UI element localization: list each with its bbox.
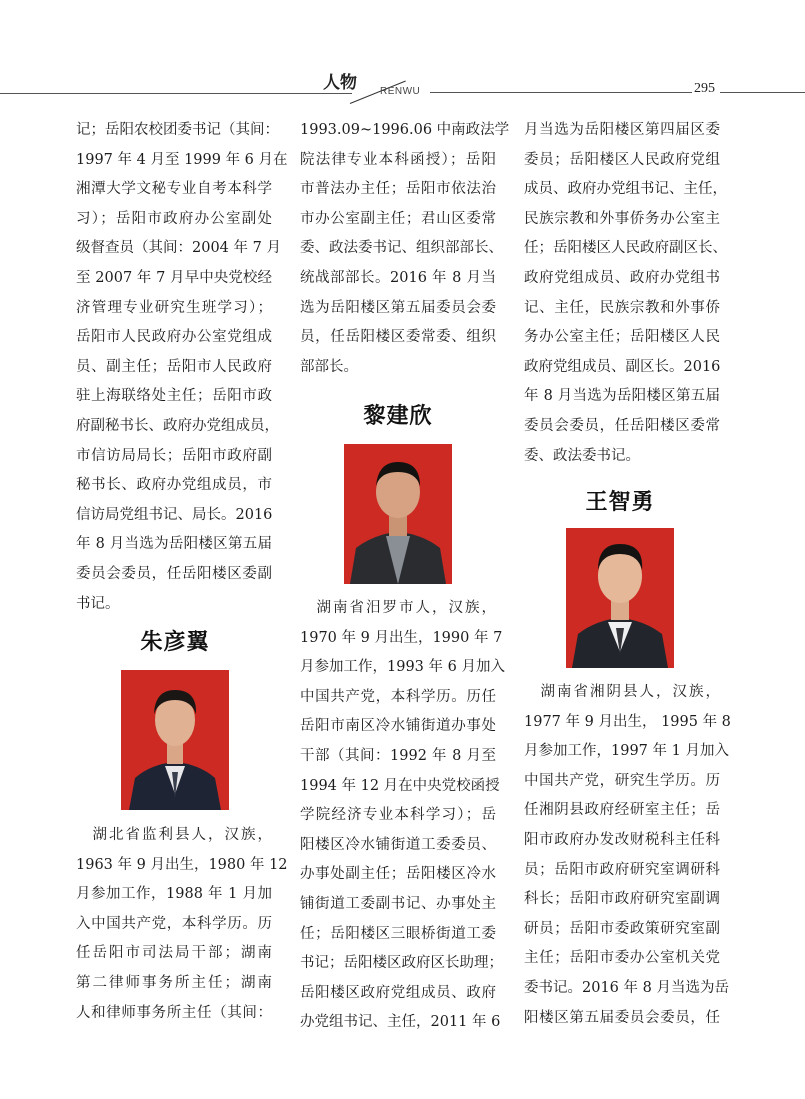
text-line: 选为岳阳楼区第五届委员会委: [300, 299, 496, 316]
text-line: 办事处副主任；岳阳楼区冷水: [300, 866, 496, 883]
text-line: 岳阳楼区政府党组成员、政府: [300, 984, 496, 1001]
text-line: 市办公室副主任；君山区委常: [300, 210, 496, 227]
text-line: 中国共产党，研究生学历。历: [524, 772, 720, 789]
text-line: 委员会委员，任岳阳楼区委副: [76, 565, 272, 582]
text-line: 1963 年 9 月出生，1980 年 12: [76, 856, 288, 873]
section-title: 人物: [323, 73, 357, 93]
person-name-li: 黎建欣: [363, 404, 433, 429]
text-line: 研员；岳阳市委政策研究室副: [524, 920, 720, 937]
text-line: 阳市政府办发改财税科主任科: [524, 831, 720, 848]
text-line: 阳楼区冷水铺街道工委委员、: [300, 836, 496, 853]
person-name-zhu: 朱彦翼: [140, 630, 210, 655]
text-line: 铺街道工委副书记、办事处主: [300, 895, 496, 912]
text-line: 岳阳市人民政府办公室党组成: [76, 329, 272, 346]
portrait-photo-zhu: [121, 670, 229, 810]
text-line: 委、政法委书记。: [524, 447, 640, 464]
text-line: 月参加工作，1997 年 1 月加入: [524, 743, 729, 760]
text-line: 岳阳市南区冷水铺街道办事处: [300, 718, 496, 735]
bio-li: [300, 594, 505, 1038]
text-line: 级督查员（其间：2004 年 7 月: [76, 240, 281, 257]
section-title-en: RENWU: [380, 86, 421, 97]
text-line: 统战部部长。2016 年 8 月当: [300, 269, 496, 286]
portrait-photo-li: [344, 444, 452, 584]
text-line: 第二律师事务所主任；湖南: [76, 974, 272, 991]
text-line: 阳楼区第五届委员会委员，任: [524, 1009, 720, 1026]
header-rule-end: [720, 92, 805, 93]
text-line: 员，任岳阳楼区委常委、组织: [300, 329, 496, 346]
text-line: 委、政法委书记、组织部部长、: [300, 240, 503, 257]
text-line: 书记；岳阳楼区政府区长助理；: [300, 955, 503, 972]
text-line: 学院经济专业本科学习）；岳: [300, 807, 496, 824]
text-line: 月参加工作，1988 年 1 月加: [76, 886, 272, 903]
text-line: 市信访局局长；岳阳市政府副: [76, 447, 272, 464]
text-line: 中国共产党，本科学历。历任: [300, 688, 496, 705]
text-line: 驻上海联络处主任；岳阳市政: [76, 388, 272, 405]
text-line: 1977 年 9 月出生， 1995 年 8: [524, 713, 731, 730]
text-line: 员、副主任；岳阳市人民政府: [76, 358, 272, 375]
text-line: 办党组书记、主任，2011 年 6: [300, 1014, 501, 1031]
header-rule-right: [430, 92, 692, 93]
text-line: 湘潭大学文秘专业自考本科学: [76, 181, 272, 198]
text-line: 年 8 月当选为岳阳楼区第五届: [76, 536, 272, 553]
text-line: 秘书长、政府办党组成员，市: [76, 477, 272, 494]
text-line: 府副秘书长、政府办党组成员，: [76, 417, 279, 434]
text-line: 委员会委员，任岳阳楼区委常: [524, 417, 720, 434]
bio-zhu: [76, 821, 288, 1028]
header-rule-left: [0, 93, 352, 94]
portrait-figure-icon: [121, 670, 229, 810]
text-line: 市普法办主任；岳阳市依法治: [300, 181, 496, 198]
text-line: 月参加工作，1993 年 6 月加入: [300, 659, 505, 676]
text-line: 入中国共产党，本科学历。历: [76, 915, 272, 932]
portrait-figure-icon: [566, 528, 674, 668]
text-line: 部部长。: [300, 358, 358, 375]
portrait-photo-wang: [566, 528, 674, 668]
text-line: 记；岳阳农校团委书记（其间：: [76, 122, 279, 138]
text-line: 信访局党组书记、局长。2016: [76, 506, 273, 523]
text-line: 书记。: [76, 595, 120, 612]
column-3-continued-text: [524, 116, 727, 471]
text-line: 习）；岳阳市政府办公室副处: [76, 210, 272, 227]
page-number: 295: [694, 81, 715, 96]
text-line: 任；岳阳楼区三眼桥街道工委: [300, 925, 496, 942]
text-line: 务办公室主任；岳阳楼区人民: [524, 329, 720, 346]
text-line: 年 8 月当选为岳阳楼区第五届: [524, 388, 720, 405]
text-line: 湖南省汨罗市人，汉族，: [300, 600, 496, 616]
column-1-continued-text: [76, 116, 288, 619]
text-line: 湖南省湘阴县人，汉族，: [524, 684, 720, 700]
text-line: 人和律师事务所主任（其间：: [76, 1004, 272, 1021]
text-line: 院法律专业本科函授）；岳阳: [300, 151, 496, 168]
text-line: 1993.09~1996.06 中南政法学: [300, 122, 510, 138]
text-line: 科长；岳阳市政府研究室副调: [524, 891, 720, 908]
text-line: 1997 年 4 月至 1999 年 6 月在: [76, 151, 288, 168]
text-line: 委员；岳阳楼区人民政府党组: [524, 151, 720, 168]
text-line: 主任；岳阳市委办公室机关党: [524, 950, 720, 967]
text-line: 湖北省监利县人，汉族，: [76, 827, 272, 843]
text-line: 1970 年 9 月出生，1990 年 7: [300, 629, 503, 646]
text-line: 任；岳阳楼区人民政府副区长、: [524, 240, 727, 257]
bio-wang: [524, 678, 731, 1033]
person-name-wang: 王智勇: [585, 490, 655, 515]
text-line: 任岳阳市司法局干部；湖南: [76, 945, 272, 962]
text-line: 记、主任，民族宗教和外事侨: [524, 299, 720, 316]
text-line: 成员、政府办党组书记、主任，: [524, 181, 727, 198]
text-line: 民族宗教和外事侨务办公室主: [524, 210, 720, 227]
text-line: 至 2007 年 7 月早中央党校经: [76, 269, 272, 286]
text-line: 干部（其间：1992 年 8 月至: [300, 747, 496, 764]
column-2-continued-text: [300, 116, 510, 382]
text-line: 任湘阴县政府经研室主任；岳: [524, 802, 720, 819]
text-line: 济管理专业研究生班学习）；: [76, 299, 272, 316]
portrait-figure-icon: [344, 444, 452, 584]
text-line: 政府党组成员、副区长。2016: [524, 358, 721, 375]
text-line: 政府党组成员、政府办党组书: [524, 269, 720, 286]
text-line: 员；岳阳市政府研究室调研科: [524, 861, 720, 878]
text-line: 1994 年 12 月在中央党校函授: [300, 777, 500, 794]
text-line: 委书记。2016 年 8 月当选为岳: [524, 979, 729, 996]
text-line: 月当选为岳阳楼区第四届区委: [524, 122, 720, 138]
